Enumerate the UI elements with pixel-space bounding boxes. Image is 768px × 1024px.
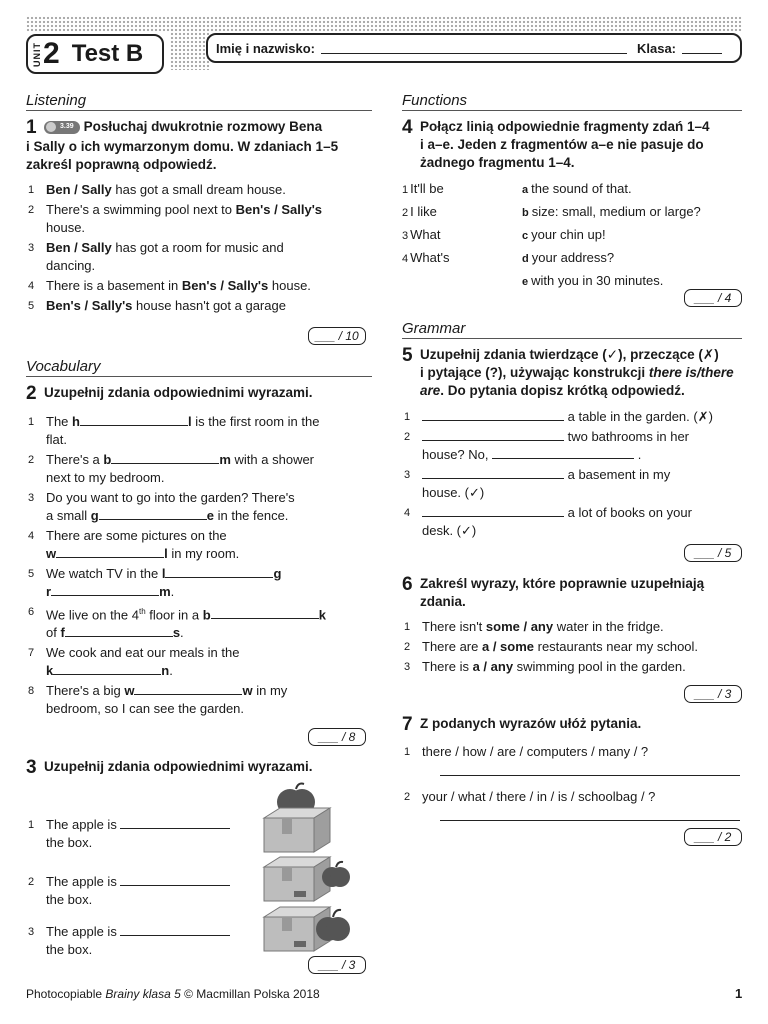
list-item: 4 There are some pictures on the w l in my room. [28,528,240,561]
answer-blank[interactable] [111,452,219,464]
task-instruction: Uzupełnij zdania twierdzące (✓), przeczące (✗) [420,347,719,362]
task-number: 4 [402,117,413,138]
list-item: 2 There's a swimming pool next to Ben's / Sally's house. [28,202,323,235]
match-left-item[interactable]: 4 What's [402,250,450,265]
list-item: 6 We live on the 4th floor in a b k of f s. [28,606,326,641]
task-instruction: Połącz linią odpowiednie fragmenty zdań 1–4 [420,119,710,134]
box-icon [264,808,330,852]
functions-heading: Functions [402,92,742,111]
score-box[interactable]: ___ / 3 [684,685,742,703]
task-number: 2 [26,383,37,404]
task-7 [402,715,742,821]
cd-icon [46,122,56,132]
vocabulary-heading: Vocabulary [26,358,372,377]
unit-title-box [26,34,164,74]
task-2 [26,384,372,718]
task-6 [402,575,742,676]
test-title: Test B [71,40,144,67]
name-field[interactable] [321,42,627,54]
unit-label: UNIT [32,41,42,67]
answer-option[interactable]: a / some [481,639,535,654]
audio-track-number: 3.39 [60,123,74,131]
match-left-item[interactable]: 3 What [402,227,441,242]
task-3-items [26,921,266,959]
task-instruction: i Sally o ich wymarzonym domu. W zdaniach 1–5 [26,139,339,154]
answer-blank[interactable] [492,447,634,459]
list-item: 1 a table in the garden. (✗) [404,409,713,424]
score-box[interactable]: ___ / 2 [684,828,742,846]
task-instruction: Uzupełnij zdania odpowiednimi wyrazami. [44,759,313,774]
task-instruction: Posłuchaj dwukrotnie rozmowy Bena [83,119,323,134]
answer-blank[interactable] [165,566,273,578]
task-instruction: Uzupełnij zdania odpowiednimi wyrazami. [44,385,313,400]
student-info-box [206,33,742,63]
task-3-items [26,871,266,909]
task-instruction: i a–e. Jeden z fragmentów a–e nie pasuje do [420,137,704,152]
answer-line[interactable] [440,775,740,776]
task-number: 6 [402,574,413,595]
footer-copyright: Photocopiable Brainy klasa 5 © Macmillan Polska 2018 [26,987,320,1001]
answer-blank[interactable] [51,584,159,596]
answer-option[interactable]: Ben's / Sally's [181,278,269,293]
answer-blank[interactable] [80,414,188,426]
task-instruction: . Do pytania dopisz krótką odpowiedź. [440,383,685,398]
list-item: 4 a lot of books on your desk. (✓) [404,505,692,538]
match-right-item[interactable]: b size: small, medium or large? [522,204,701,219]
task-instruction: there is/there [648,365,734,380]
list-item: 2 The apple is the box. [26,873,266,909]
list-item: 2 There's a b m with a shower next to my bedroom. [28,452,315,485]
list-item: 3 Do you want to go into the garden? There's a small g e in the fence. [28,490,295,523]
score-box[interactable]: ___ / 4 [684,289,742,307]
list-item: 4 There is a basement in Ben's / Sally's house. [28,278,311,293]
answer-line[interactable] [440,820,740,821]
task-3-items [26,814,266,852]
list-item: 5 Ben's / Sally's house hasn't got a garage [28,298,286,313]
list-item: 1 The h l is the first room in the flat. [28,414,320,447]
answer-option[interactable]: Ben's / Sally's [46,298,133,313]
score-box[interactable]: ___ / 8 [308,728,366,746]
answer-blank[interactable] [65,625,173,637]
task-5 [402,346,742,540]
list-item: 5 We watch TV in the l g r m. [28,566,282,599]
answer-blank[interactable] [99,508,207,520]
match-right-item[interactable]: d your address? [522,250,615,265]
header-dot-pattern [26,16,742,32]
answer-blank[interactable] [120,817,230,829]
audio-track-badge[interactable] [44,121,80,134]
answer-option[interactable]: Ben / Sally [46,182,112,197]
task-3 [26,758,372,778]
list-item: 1 The apple is the box. [26,816,266,852]
list-item: 1 Ben / Sally has got a small dream house. [28,182,286,197]
match-left-item[interactable]: 2 I like [402,204,437,219]
header-dot-pattern-small [170,32,210,70]
task-4 [402,118,742,293]
score-box[interactable]: ___ / 10 [308,327,366,345]
box-apple-on-picture [260,782,342,854]
score-box[interactable]: ___ / 5 [684,544,742,562]
class-field[interactable] [682,42,722,54]
task-1 [26,118,372,315]
answer-blank[interactable] [422,409,564,421]
match-right-item[interactable]: a the sound of that. [522,181,632,196]
list-item: 7 We cook and eat our meals in the k n. [28,645,240,679]
list-item: 2 There are a / some restaurants near my school. [404,639,699,654]
task-number: 1 [26,117,37,138]
task-instruction: Zakreśl wyrazy, które poprawnie uzupełniają [420,576,705,591]
list-item: 1 There isn't some / any water in the fridge. [404,619,664,634]
answer-blank[interactable] [120,874,230,886]
grammar-heading: Grammar [402,320,742,339]
list-item: 2 your / what / there / in / is / schoolbag / ? [404,789,656,804]
answer-blank[interactable] [134,683,242,695]
page-number: 1 [735,986,743,1001]
task-instruction: zdania. [420,594,466,609]
list-item: 8 There's a big w w in my bedroom, so I can see the garden. [28,683,288,717]
answer-option[interactable]: some / any [485,619,554,634]
list-item: 3 Ben / Sally has got a room for music and dancing. [28,240,284,273]
task-number: 7 [402,714,413,735]
listening-heading: Listening [26,92,372,111]
box-apple-in-front-picture [260,903,352,953]
list-item: 3 The apple is the box. [26,923,266,959]
answer-blank[interactable] [422,429,564,441]
box-icon [264,857,330,901]
list-item: 1 there / how / are / computers / many / ? [404,744,649,759]
task-instruction: zakreśl poprawną odpowiedź. [26,157,217,172]
match-right-item[interactable]: e with you in 30 minutes. [522,273,664,288]
answer-blank[interactable] [53,663,161,675]
answer-blank[interactable] [422,505,564,517]
score-box[interactable]: ___ / 3 [308,956,366,974]
list-item: 3 There is a / any swimming pool in the garden. [404,659,686,674]
list-item: 3 a basement in my house. (✓) [404,467,671,500]
unit-number: 2 [43,37,60,70]
answer-blank[interactable] [422,467,564,479]
task-instruction: i pytające (?), używając konstrukcji [420,365,649,380]
task-instruction: żadnego fragmentu 1–4. [420,155,575,170]
answer-option[interactable]: Ben / Sally [46,240,112,255]
answer-blank[interactable] [120,924,230,936]
answer-blank[interactable] [211,607,319,619]
box-apple-next-to-picture [260,853,352,903]
answer-option[interactable]: Ben's / Sally's [235,202,323,217]
task-number: 5 [402,345,413,366]
class-label: Klasa: [636,40,677,56]
task-instruction: Z podanych wyrazów ułóż pytania. [420,716,642,731]
list-item: 2 two bathrooms in her house? No, . [404,429,690,462]
answer-blank[interactable] [56,546,164,558]
answer-option[interactable]: a / any [472,659,514,674]
name-label: Imię i nazwisko: [216,40,315,56]
match-left-item[interactable]: 1 It'll be [402,181,444,196]
match-right-item[interactable]: c your chin up! [522,227,606,242]
task-instruction: are [420,383,441,398]
task-number: 3 [26,757,37,778]
